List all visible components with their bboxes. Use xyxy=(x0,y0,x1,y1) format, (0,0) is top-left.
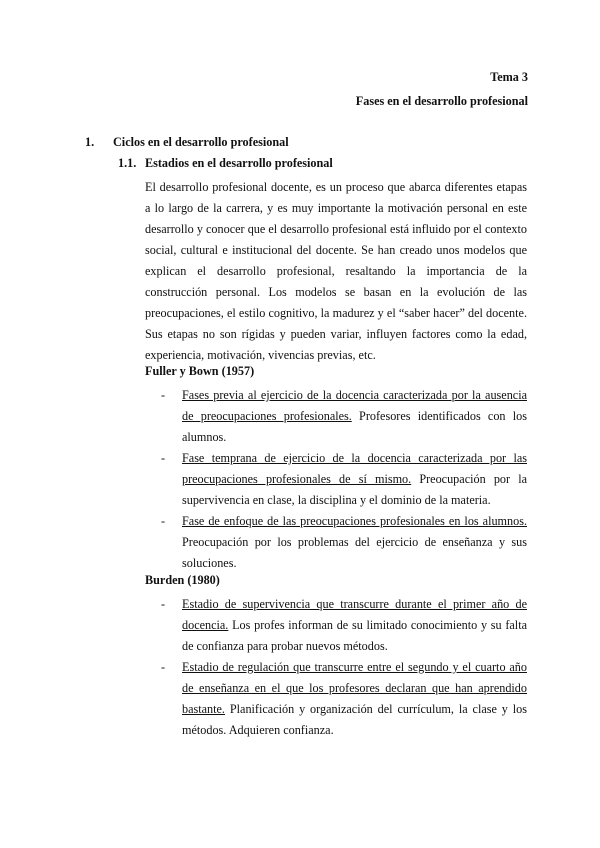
section-heading-1 xyxy=(85,135,289,150)
item-underlined-text: Fases previa al ejercicio de la docencia caracterizada por la ausencia de preocupaciones profesionales. xyxy=(182,388,527,423)
tema-label: Tema 3 xyxy=(490,70,528,84)
list-item xyxy=(145,594,527,657)
item-text: Preocupación por los problemas del ejercicio de enseñanza y sus soluciones. xyxy=(182,535,527,570)
list-dash: - xyxy=(161,514,166,528)
fuller-bown-list xyxy=(145,385,527,574)
list-item xyxy=(145,511,527,574)
list-item xyxy=(145,657,527,741)
list-dash: - xyxy=(161,660,166,674)
burden-list xyxy=(145,594,527,741)
item-text: Planificación y organización del currículum, la clase y los métodos. Adquieren confianza. xyxy=(182,702,527,737)
section-title: Ciclos en el desarrollo profesional xyxy=(113,135,289,149)
item-underlined-text: Fase de enfoque de las preocupaciones profesionales en los alumnos. xyxy=(182,514,527,528)
subsection-heading-1-1 xyxy=(118,156,333,171)
section-number: 1. xyxy=(85,135,95,149)
list-dash: - xyxy=(161,451,166,465)
item-underlined-text: Estadio de supervivencia que transcurre durante el primer año de docencia. xyxy=(182,597,527,632)
item-underlined-text: Fase temprana de ejercicio de la docencia caracterizada por las preocupaciones profesionales de sí mismo. xyxy=(182,451,527,486)
list-dash: - xyxy=(161,597,166,611)
intro-paragraph: El desarrollo profesional docente, es un proceso que abarca diferentes etapas a lo largo de la carrera, y es muy importante la motivación personal en este desarrollo y conocer que el desarrollo profesional está influido por el contexto social, cultural e institucional del docente. Se han creado unos modelos que explican el desarrollo profesional, resaltando la importancia de la construcción personal. Los modelos se basan en la evolución de las preocupaciones, el estilo cognitivo, la madurez y el “saber hacer” del docente. Sus etapas no son rígidas y pueden variar, influyen factores como la edad, experiencia, motivación, vivencias previas, etc. xyxy=(145,180,527,362)
document-title: Fases en el desarrollo profesional xyxy=(355,94,528,108)
item-text: Los profes informan de su limitado conocimiento y su falta de confianza para probar nuevos métodos. xyxy=(182,618,527,653)
item-text: Preocupación por la supervivencia en clase, la disciplina y el dominio de la materia. xyxy=(182,472,527,507)
list-item xyxy=(145,448,527,511)
list-item xyxy=(145,385,527,448)
fuller-bown-heading: Fuller y Bown (1957) xyxy=(145,364,255,378)
subsection-number: 1.1. xyxy=(118,156,137,170)
subsection-title: Estadios en el desarrollo profesional xyxy=(145,156,333,170)
item-text: Profesores identificados con los alumnos. xyxy=(182,409,527,444)
burden-heading: Burden (1980) xyxy=(145,573,220,587)
item-underlined-text: Estadio de regulación que transcurre entre el segundo y el cuarto año de enseñanza en el que los profesores declaran que han aprendido bastante. xyxy=(182,660,527,716)
list-dash: - xyxy=(161,388,166,402)
